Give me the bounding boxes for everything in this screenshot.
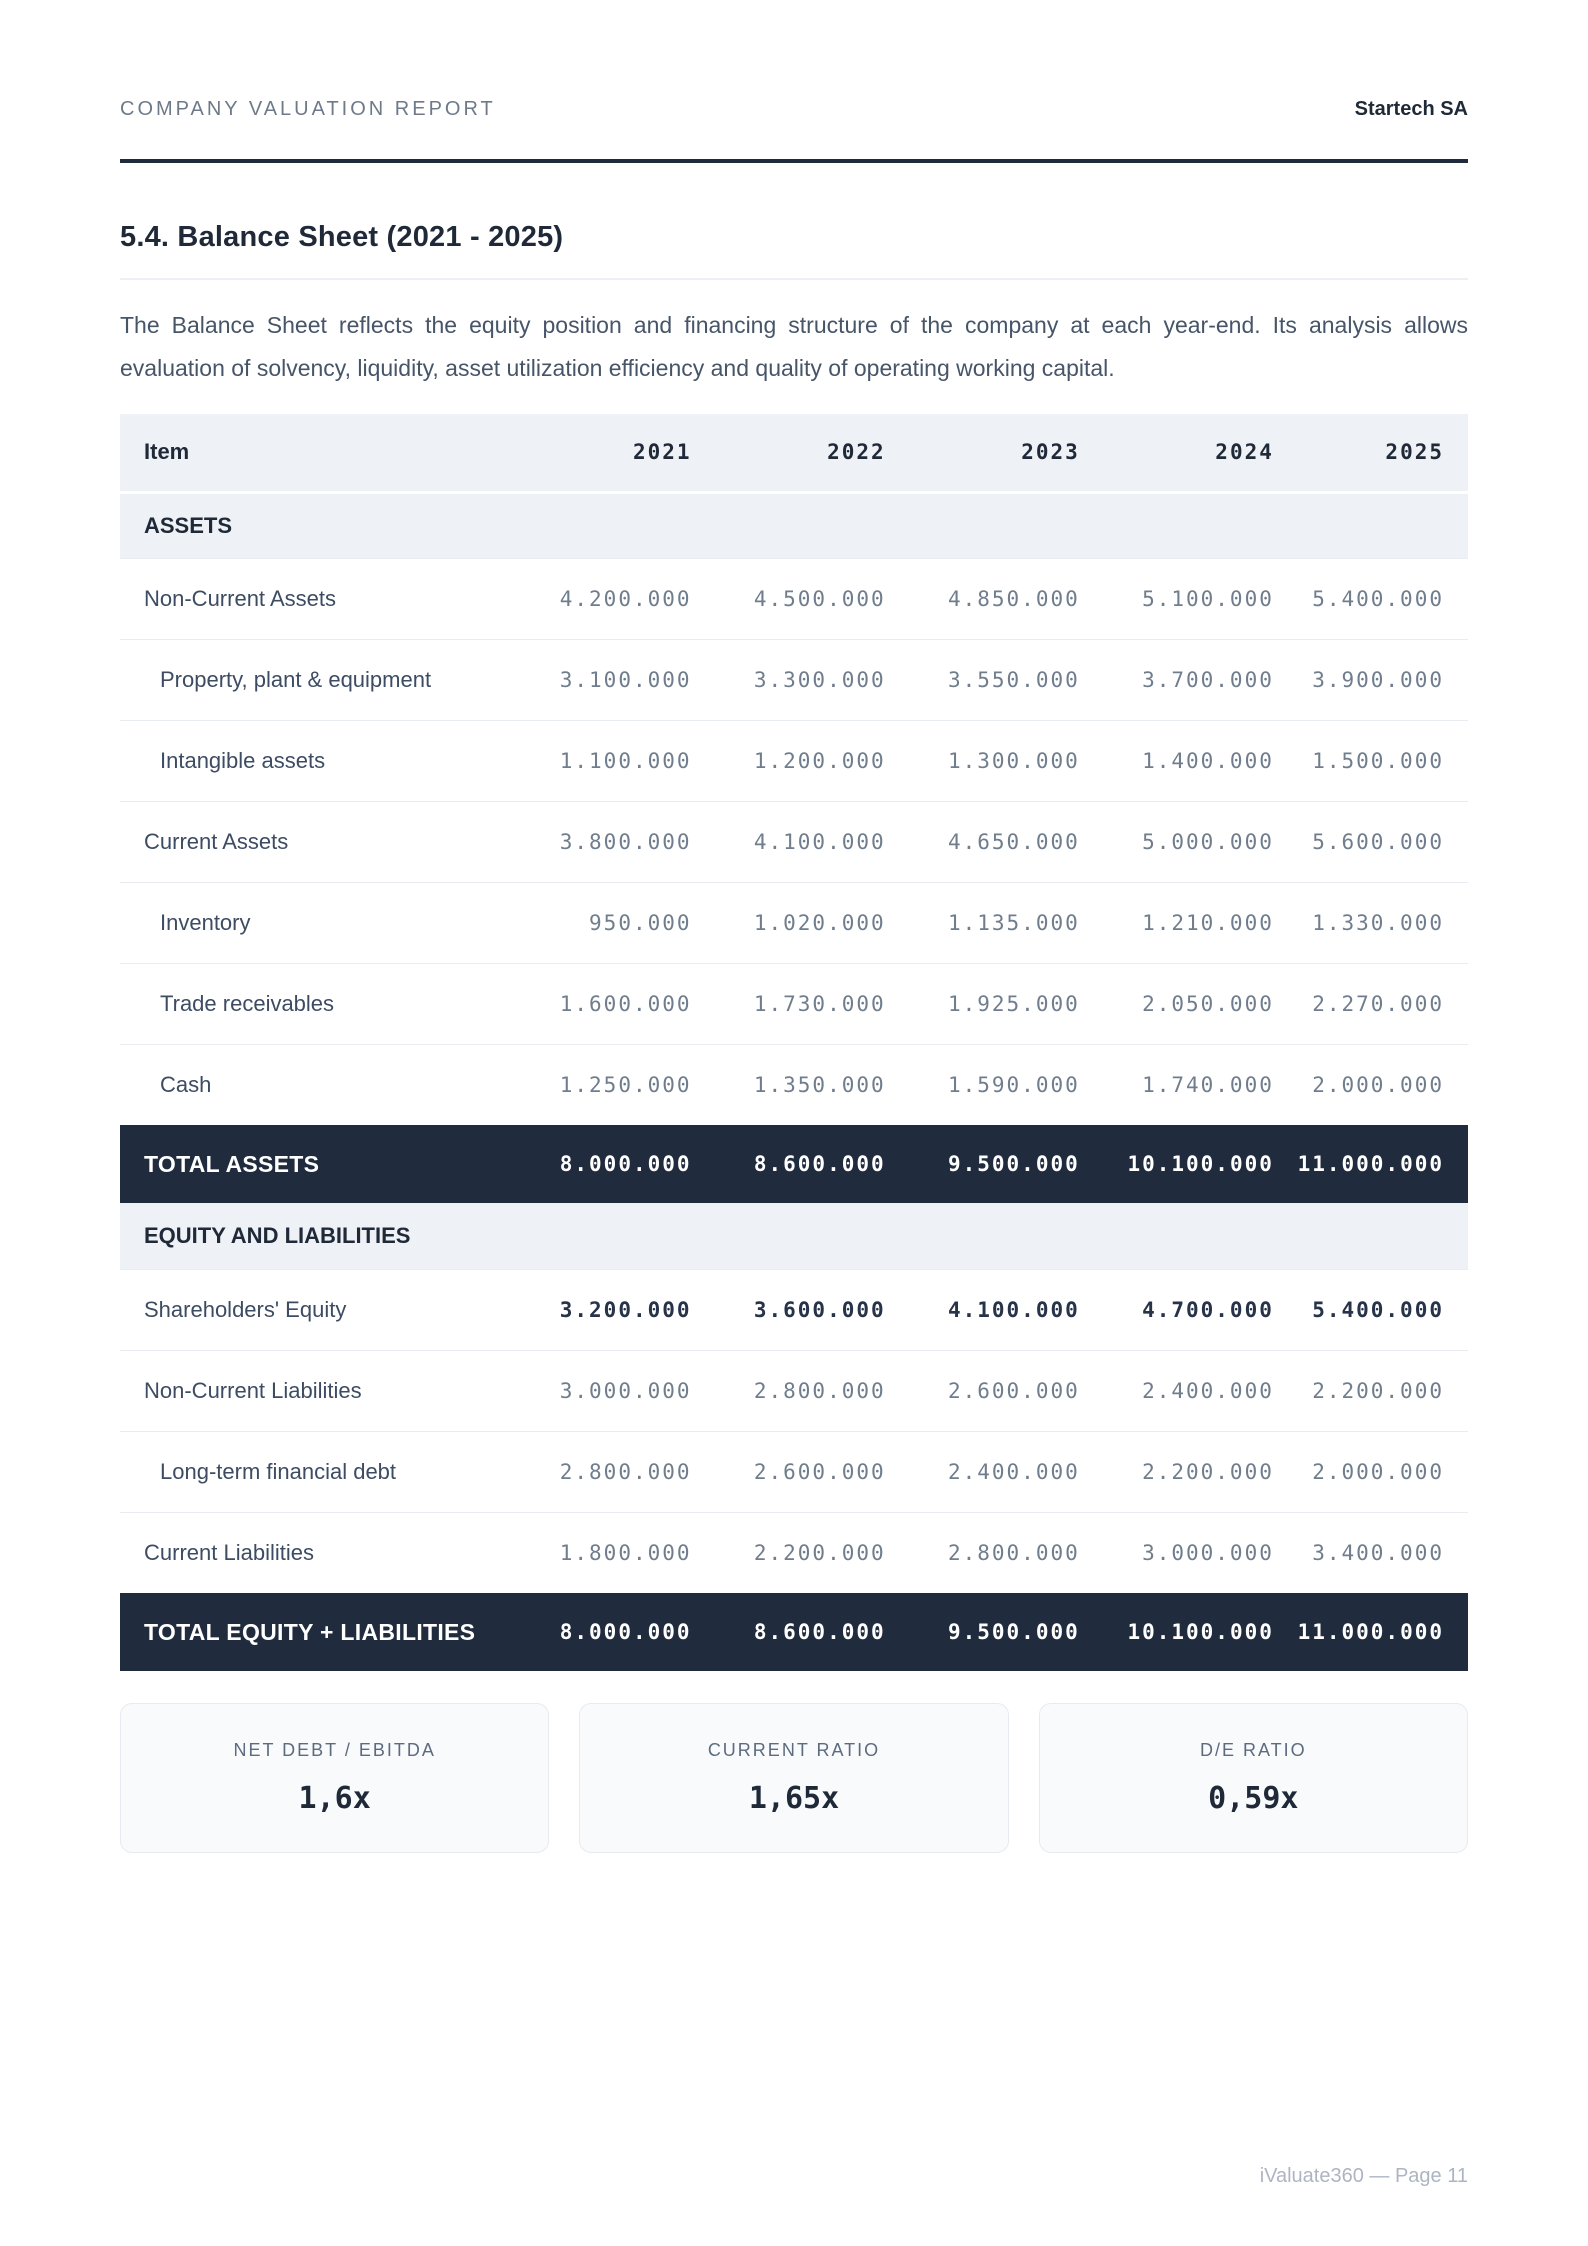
cell-value: 950.000 <box>589 910 692 935</box>
card-value: 1,6x <box>298 1781 371 1816</box>
cell-value: 1.200.000 <box>753 748 886 773</box>
cell-value: 8.600.000 <box>753 1152 886 1176</box>
table-row <box>120 1350 1468 1431</box>
cell-value: 1.740.000 <box>1142 1072 1274 1097</box>
cell-value: 1.330.000 <box>1312 910 1444 935</box>
row-label: Non-Current Assets <box>144 585 336 611</box>
table-row <box>120 1044 1468 1125</box>
cell-value: 1.730.000 <box>753 991 886 1016</box>
table-row <box>120 1512 1468 1593</box>
page-footer: iValuate360 — Page 11 <box>1259 2165 1468 2187</box>
cell-value: 3.700.000 <box>1142 667 1274 692</box>
document-header <box>120 98 1468 121</box>
cell-value: 3.550.000 <box>947 667 1080 692</box>
row-label: Property, plant & equipment <box>160 666 432 692</box>
row-label: Long-term financial debt <box>160 1458 397 1484</box>
cell-value: 5.000.000 <box>1142 829 1274 854</box>
cell-value: 2.270.000 <box>1312 991 1444 1016</box>
ratio-cards <box>120 1703 1468 1853</box>
cell-value: 5.400.000 <box>1312 1297 1444 1322</box>
column-header-2022: 2022 <box>692 414 886 492</box>
section-row <box>120 492 1468 558</box>
cell-value: 2.000.000 <box>1312 1072 1444 1097</box>
company-name: Startech SA <box>1354 98 1468 120</box>
row-label: TOTAL ASSETS <box>144 1150 320 1177</box>
cell-value: 1.020.000 <box>753 910 886 935</box>
total-row <box>120 1593 1468 1671</box>
cell-value: 3.000.000 <box>1142 1540 1274 1565</box>
cell-value: 4.100.000 <box>947 1297 1080 1322</box>
cell-value: 1.300.000 <box>947 748 1080 773</box>
table-header-row <box>120 414 1468 492</box>
cell-value: 4.200.000 <box>559 586 692 611</box>
card-label: D/E RATIO <box>1199 1740 1307 1760</box>
column-header-2024: 2024 <box>1080 414 1274 492</box>
cell-value: 3.200.000 <box>559 1297 692 1322</box>
table-row <box>120 801 1468 882</box>
column-header-item: Item <box>120 414 497 492</box>
table-row <box>120 1431 1468 1512</box>
row-label: Intangible assets <box>160 747 326 773</box>
section-title: 5.4. Balance Sheet (2021 - 2025) <box>120 221 564 253</box>
cell-value: 2.800.000 <box>947 1540 1080 1565</box>
cell-value: 1.100.000 <box>559 748 692 773</box>
row-label: Non-Current Liabilities <box>144 1377 362 1403</box>
cell-value: 3.100.000 <box>559 667 692 692</box>
column-header-2025: 2025 <box>1274 414 1468 492</box>
cell-value: 1.925.000 <box>947 991 1080 1016</box>
card-label: NET DEBT / EBITDA <box>233 1740 436 1760</box>
cell-value: 4.500.000 <box>753 586 886 611</box>
cell-value: 1.350.000 <box>753 1072 886 1097</box>
cell-value: 3.600.000 <box>753 1297 886 1322</box>
cell-value: 5.100.000 <box>1142 586 1274 611</box>
cell-value: 4.700.000 <box>1142 1297 1274 1322</box>
row-label: Trade receivables <box>160 990 335 1016</box>
cell-value: 11.000.000 <box>1297 1152 1444 1176</box>
table-header <box>120 414 1468 492</box>
row-label: Cash <box>160 1071 212 1097</box>
cell-value: 1.250.000 <box>559 1072 692 1097</box>
cell-value: 2.200.000 <box>1142 1459 1274 1484</box>
cell-value: 2.800.000 <box>753 1378 886 1403</box>
cell-value: 2.200.000 <box>1312 1378 1444 1403</box>
de-ratio-card <box>1039 1703 1468 1853</box>
table-row <box>120 963 1468 1044</box>
card-value: 0,59x <box>1208 1781 1299 1816</box>
table-row <box>120 558 1468 639</box>
cell-value: 1.210.000 <box>1142 910 1274 935</box>
cell-value: 2.800.000 <box>559 1459 692 1484</box>
cell-value: 4.650.000 <box>947 829 1080 854</box>
row-label: Shareholders' Equity <box>144 1296 347 1322</box>
cell-value: 1.800.000 <box>559 1540 692 1565</box>
balance-sheet-table <box>120 414 1468 1671</box>
cell-value: 9.500.000 <box>947 1152 1080 1176</box>
cell-value: 1.400.000 <box>1142 748 1274 773</box>
cell-value: 2.400.000 <box>1142 1378 1274 1403</box>
table-row <box>120 882 1468 963</box>
cell-value: 5.600.000 <box>1312 829 1444 854</box>
cell-value: 3.400.000 <box>1312 1540 1444 1565</box>
intro-paragraph: The Balance Sheet reflects the equity position and financing structure of the company at each year-end. Its analysis allows evaluation of solvency, liquidity, asset utilization efficiency and quality of operating working capital. <box>120 312 1468 381</box>
cell-value: 4.850.000 <box>947 586 1080 611</box>
cell-value: 5.400.000 <box>1312 586 1444 611</box>
cell-value: 1.500.000 <box>1312 748 1444 773</box>
header-divider <box>120 159 1468 163</box>
cell-value: 2.600.000 <box>947 1378 1080 1403</box>
cell-value: 8.000.000 <box>559 1152 692 1176</box>
cell-value: 2.050.000 <box>1142 991 1274 1016</box>
table-row <box>120 1269 1468 1350</box>
cell-value: 3.000.000 <box>559 1378 692 1403</box>
row-label: Current Liabilities <box>144 1539 314 1565</box>
section-label: EQUITY AND LIABILITIES <box>120 1203 1468 1269</box>
column-header-2023: 2023 <box>886 414 1080 492</box>
cell-value: 2.600.000 <box>753 1459 886 1484</box>
current-ratio-card <box>579 1703 1008 1853</box>
title-divider <box>120 278 1468 280</box>
cell-value: 4.100.000 <box>753 829 886 854</box>
card-label: CURRENT RATIO <box>707 1740 881 1760</box>
cell-value: 8.000.000 <box>559 1620 692 1644</box>
cell-value: 10.100.000 <box>1127 1152 1274 1176</box>
cell-value: 11.000.000 <box>1297 1620 1444 1644</box>
cell-value: 1.135.000 <box>947 910 1080 935</box>
cell-value: 3.300.000 <box>753 667 886 692</box>
cell-value: 2.200.000 <box>753 1540 886 1565</box>
report-type-label: COMPANY VALUATION REPORT <box>120 98 496 120</box>
cell-value: 9.500.000 <box>947 1620 1080 1644</box>
column-header-2021: 2021 <box>497 414 691 492</box>
cell-value: 3.800.000 <box>559 829 692 854</box>
table-row <box>120 720 1468 801</box>
row-label: Inventory <box>160 909 251 935</box>
card-value: 1,65x <box>748 1781 840 1816</box>
cell-value: 1.600.000 <box>559 991 692 1016</box>
cell-value: 10.100.000 <box>1127 1620 1274 1644</box>
row-label: TOTAL EQUITY + LIABILITIES <box>144 1618 476 1645</box>
section-label: ASSETS <box>120 492 1468 558</box>
total-row <box>120 1125 1468 1203</box>
net-debt-ebitda-card <box>120 1703 549 1853</box>
cell-value: 3.900.000 <box>1312 667 1444 692</box>
cell-value: 2.400.000 <box>947 1459 1080 1484</box>
cell-value: 2.000.000 <box>1312 1459 1444 1484</box>
cell-value: 1.590.000 <box>947 1072 1080 1097</box>
cell-value: 8.600.000 <box>753 1620 886 1644</box>
table-row <box>120 639 1468 720</box>
row-label: Current Assets <box>144 828 289 854</box>
table-body <box>120 492 1468 1671</box>
section-row <box>120 1203 1468 1269</box>
